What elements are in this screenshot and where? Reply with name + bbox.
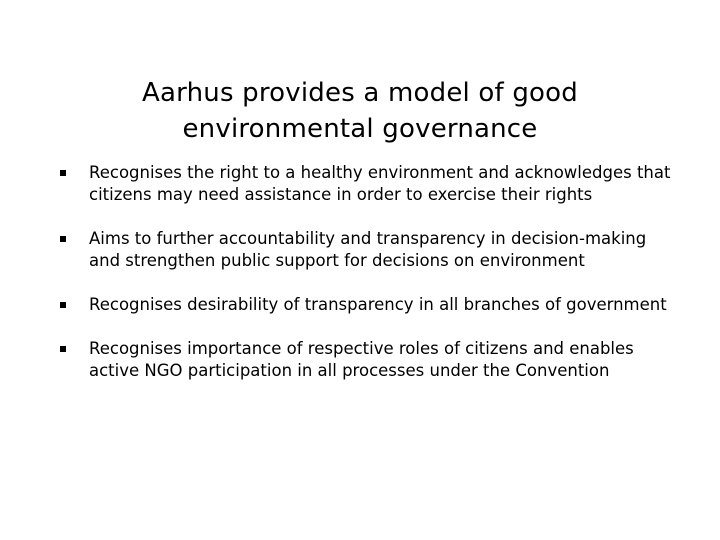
bullet-item — [56, 228, 676, 272]
slide-title-line: environmental governance — [182, 114, 538, 145]
bullet-text: Recognises the right to a healthy environment and acknowledges that citizens may need assistance in order to exercise their rights — [89, 163, 671, 204]
slide-title-line: Aarhus provides a model of good — [142, 78, 578, 109]
bullet-item — [56, 162, 676, 206]
square-bullet-icon — [60, 236, 66, 242]
bullet-item — [56, 338, 676, 382]
bullet-item — [56, 294, 676, 316]
square-bullet-icon — [60, 346, 66, 352]
square-bullet-icon — [60, 170, 66, 176]
bullet-text: Recognises desirability of transparency in all branches of government — [89, 295, 667, 314]
bullet-list — [56, 162, 676, 404]
bullet-text: Recognises importance of respective roles of citizens and enables active NGO participation in all processes under the Convention — [89, 339, 634, 380]
square-bullet-icon — [60, 302, 66, 308]
slide-title — [60, 75, 660, 147]
bullet-text: Aims to further accountability and transparency in decision-making and strengthen public support for decisions on environment — [89, 229, 647, 270]
